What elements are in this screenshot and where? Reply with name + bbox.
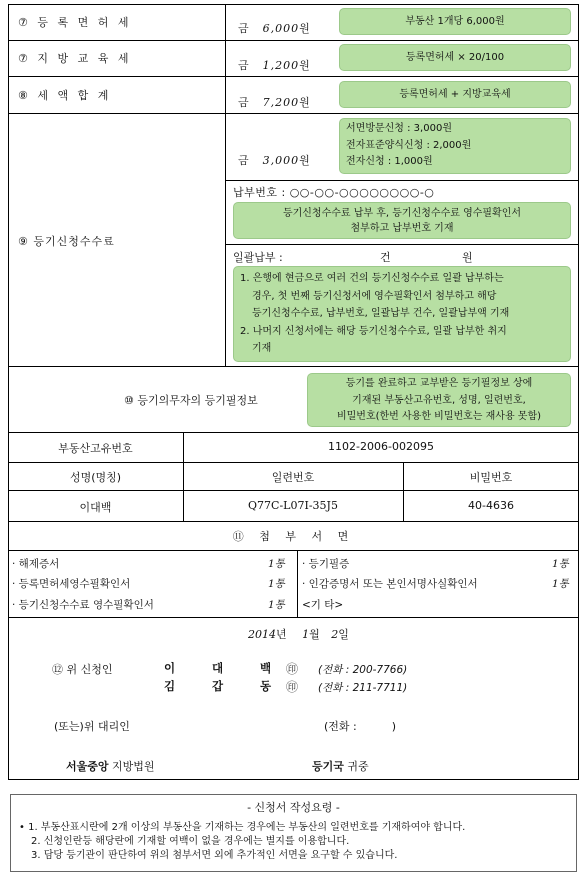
applicant-1-name-1: 이 bbox=[164, 661, 176, 675]
fee-note-education-tax: 등록면허세 × 20/100 bbox=[339, 44, 571, 71]
agent-phone: (전화 : ) bbox=[324, 720, 397, 733]
attachment-right-2-count: 1통 bbox=[552, 578, 569, 590]
attachment-left-2: · 등록면허세영수필확인서 bbox=[12, 578, 131, 590]
registration-fee-label: ⑨ 등기신청수수료 bbox=[18, 235, 115, 248]
applicant-label: ⑫ 위 신청인 bbox=[52, 663, 113, 676]
instruction-2: 2. 신청인란등 해당란에 기재할 여백이 없을 경우에는 별지를 이용합니다. bbox=[31, 836, 350, 847]
applicant-1-seal-icon: ㊞ bbox=[286, 662, 299, 676]
applicant-1-name-3: 백 bbox=[260, 661, 272, 675]
applicant-1-name-2: 대 bbox=[212, 661, 224, 675]
instruction-1: • 1. 부동산표시란에 2개 이상의 부동산을 기재하는 경우에는 부동산의 일련번호를 기재하여야 합니다. bbox=[19, 822, 466, 833]
attachment-right-1-count: 1통 bbox=[552, 558, 569, 570]
instructions-box bbox=[10, 794, 577, 872]
obligor-name: 이대백 bbox=[79, 501, 112, 514]
payment-note: 등기신청수수료 납부 후, 등기신청수수료 영수필확인서 첨부하고 납부번호 기재 bbox=[233, 202, 571, 239]
obligor-label: ⑩ 등기의무자의 등기필정보 bbox=[124, 394, 258, 407]
header-password: 비밀번호 bbox=[469, 471, 513, 484]
property-no-value: 1102-2006-002095 bbox=[328, 440, 434, 453]
obligor-note: 등기를 완료하고 교부받은 등기필정보 상에 기재된 부동산고유번호, 성명, 일련번호, 비밀번호(한번 사용한 비밀번호는 재사용 못함) bbox=[307, 373, 571, 427]
attachment-left-1: · 해제증서 bbox=[12, 558, 60, 570]
attachment-left-2-count: 1통 bbox=[268, 578, 285, 590]
bulk-amount-unit: 원 bbox=[462, 251, 473, 264]
obligor-serial: Q77C-L07I-35J5 bbox=[248, 499, 338, 512]
rate-visit: 서면방문신청 : 3,000원 bbox=[346, 123, 452, 134]
fee-label-registration-tax: ⑦ 등 록 면 허 세 bbox=[18, 16, 132, 29]
attachment-left-3: · 등기신청수수료 영수필확인서 bbox=[12, 599, 154, 611]
property-no-label: 부동산고유번호 bbox=[58, 442, 133, 455]
header-name: 성명(명칭) bbox=[69, 471, 122, 484]
bulk-payment-notes: 1. 은행에 현금으로 여러 건의 등기신청수수료 일괄 납부하는 경우, 첫 번째 등기신청서에 영수필확인서 첨부하고 해당 등기신청수수료, 납부번호, 일괄납부 건수, 일괄납부액 기재 2. 나머지 신청서에는 해당 등기신청수수료, 일괄 납부한 취지 기재 bbox=[233, 266, 571, 362]
attachment-right-2: · 인감증명서 또는 본인서명사실확인서 bbox=[302, 578, 478, 590]
registration-fee-rates bbox=[339, 118, 571, 174]
payment-number: 납부번호 : ○○-○○-○○○○○○○○-○ bbox=[233, 186, 435, 199]
applicant-2-phone: (전화 : 211-7711) bbox=[318, 682, 408, 694]
applicant-2-name-1: 김 bbox=[164, 679, 176, 693]
fee-label-tax-total: ⑧ 세 액 합 계 bbox=[18, 89, 112, 102]
application-date: 2014년 1월 2일 bbox=[248, 628, 349, 641]
applicant-2-name-2: 갑 bbox=[212, 679, 224, 693]
fee-amount-education-tax: 금 1,200원 bbox=[238, 59, 310, 72]
registration-fee-amount: 금 3,000원 bbox=[238, 154, 310, 167]
fee-amount-registration-tax: 금 6,000원 bbox=[238, 22, 310, 35]
bulk-count-unit: 건 bbox=[380, 251, 391, 264]
applicant-2-seal-icon: ㊞ bbox=[286, 680, 299, 694]
attachment-left-3-count: 1통 bbox=[268, 599, 285, 611]
agent-label: (또는)위 대리인 bbox=[54, 720, 130, 733]
fee-label-education-tax: ⑦ 지 방 교 육 세 bbox=[18, 52, 132, 65]
rate-electronic: 전자신청 : 1,000원 bbox=[346, 156, 433, 167]
instruction-3: 3. 담당 등기관이 판단하여 위의 첨부서면 외에 추가적인 서면을 요구할 수 있습니다. bbox=[31, 850, 398, 861]
applicant-1-phone: (전화 : 200-7766) bbox=[318, 664, 408, 676]
bulk-payment-label: 일괄납부 : bbox=[233, 251, 283, 264]
attachment-left-1-count: 1통 bbox=[268, 558, 285, 570]
header-serial: 일련번호 bbox=[271, 471, 315, 484]
fee-note-tax-total: 등록면허세 + 지방교육세 bbox=[339, 81, 571, 108]
instructions-title: - 신청서 작성요령 - bbox=[247, 801, 340, 814]
fee-note-registration-tax: 부동산 1개당 6,000원 bbox=[339, 8, 571, 35]
rate-standard-form: 전자표준양식신청 : 2,000원 bbox=[346, 139, 472, 151]
fee-amount-tax-total: 금 7,200원 bbox=[238, 96, 310, 109]
court-name: 서울중앙 지방법원 bbox=[66, 760, 155, 773]
obligor-password: 40-4636 bbox=[468, 499, 514, 512]
attachment-right-3: <기 타> bbox=[302, 599, 344, 611]
attachment-right-1: · 등기필증 bbox=[302, 558, 350, 570]
applicant-2-name-3: 동 bbox=[260, 679, 272, 693]
attachments-title: ⑪ 첨 부 서 면 bbox=[232, 530, 355, 543]
registry-office: 등기국 귀중 bbox=[312, 760, 369, 773]
